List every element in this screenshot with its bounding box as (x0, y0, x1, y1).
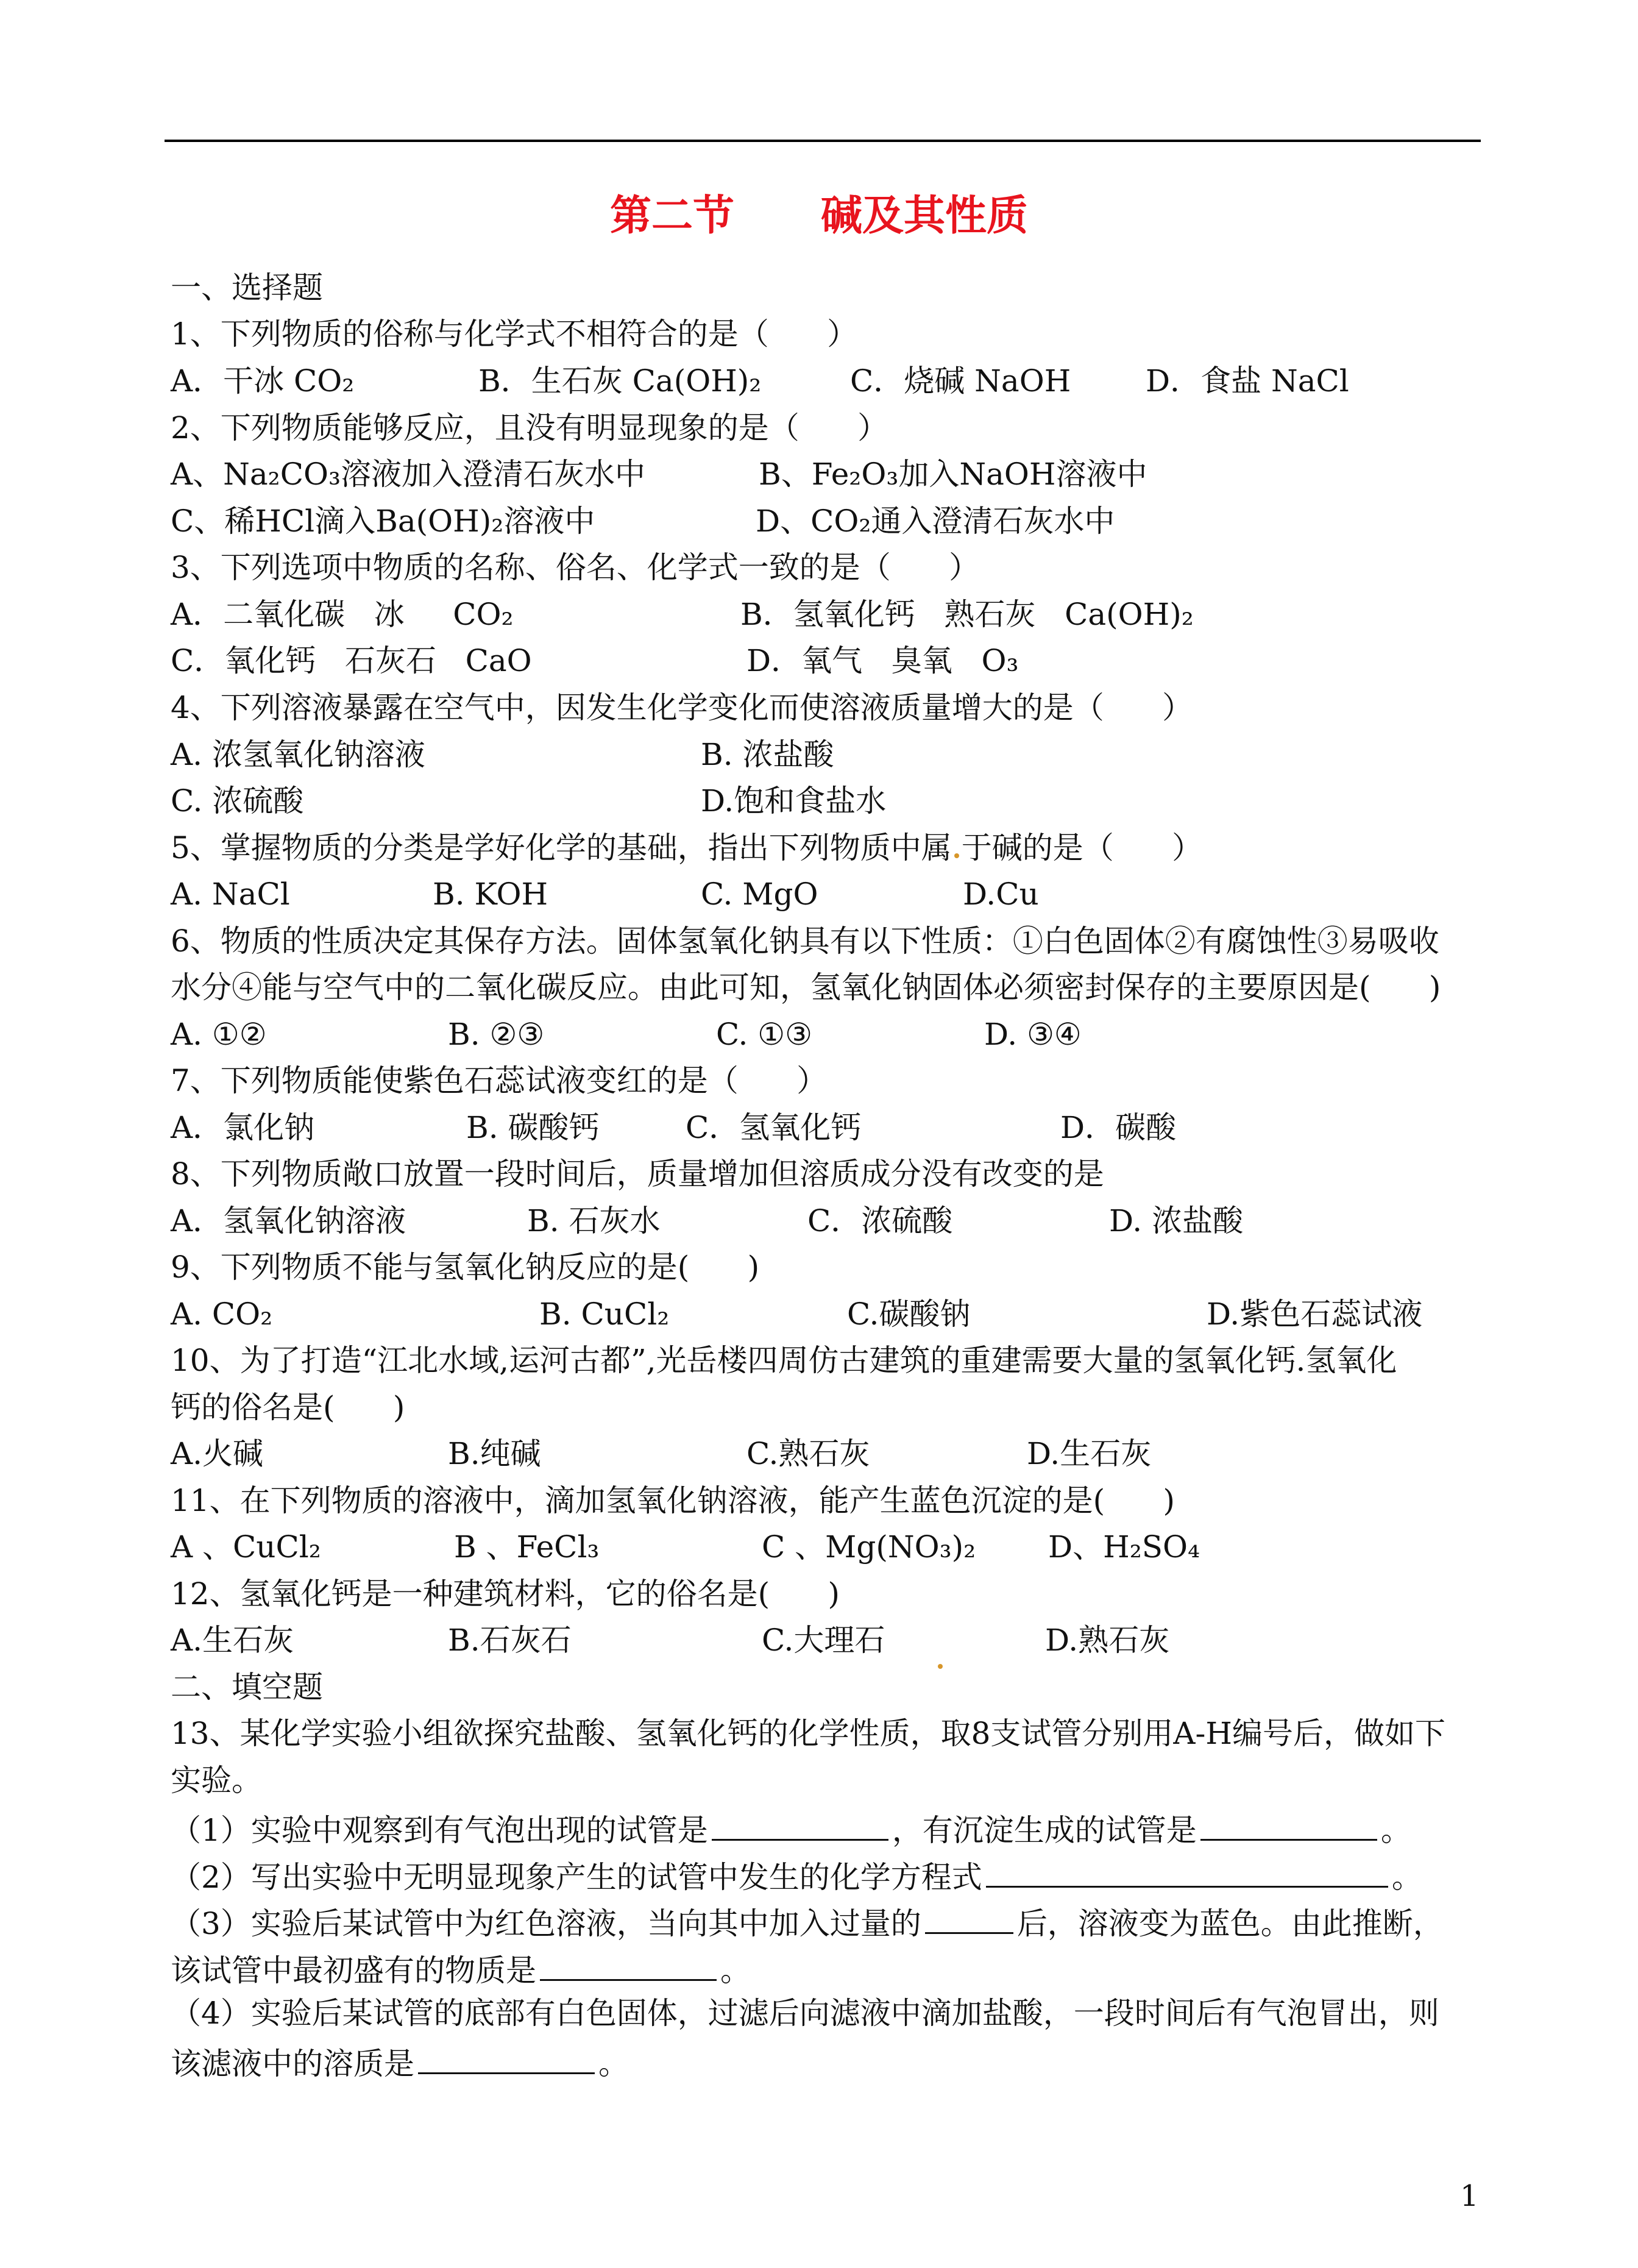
option-c: C 、Mg(NO₃)₂ (762, 1529, 976, 1565)
question-8-stem: 8、下列物质敞口放置一段时间后，质量增加但溶质成分没有改变的是 (171, 1156, 1104, 1192)
answer-blank-solutes[interactable] (418, 2042, 595, 2074)
option-b: B．生石灰 Ca(OH)₂ (478, 363, 762, 399)
option-c: C. MgO (701, 876, 818, 912)
part-3-text-b: 后，溶液变为蓝色。由此推断， (1016, 1906, 1444, 1941)
option-d: D．氧气 臭氧 O₃ (746, 643, 1019, 678)
option-d: D. ③④ (984, 1017, 1082, 1052)
question-10-stem-line2: 钙的俗名是( ) (171, 1390, 405, 1425)
option-b: B. KOH (433, 876, 548, 912)
orange-dot-mark-glyph (938, 1664, 943, 1669)
question-4-stem: 4、下列溶液暴露在空气中，因发生化学变化而使溶液质量增大的是（ ） (171, 690, 1193, 725)
option-d: D．碳酸 (1060, 1110, 1177, 1145)
question-13-part-1 (171, 1808, 1411, 1848)
question-1-options (171, 363, 1349, 399)
question-13-stem-line2: 实验。 (171, 1763, 262, 1798)
option-c: C. 浓硫酸 (171, 783, 304, 819)
option-a: A．氢氧化钠溶液 (171, 1203, 406, 1239)
option-c: C．浓硫酸 (807, 1203, 953, 1239)
option-d: D、H₂SO₄ (1048, 1529, 1200, 1565)
option-b: B、Fe₂O₃加入NaOH溶液中 (759, 457, 1147, 492)
option-a: A. NaCl (171, 876, 290, 912)
question-2-stem: 2、下列物质能够反应，且没有明显现象的是（ ） (171, 410, 888, 446)
question-5-stem-part2: 于碱的是（ ） (961, 830, 1203, 866)
option-a: A．干冰 CO₂ (171, 363, 355, 399)
part-3-text-d: 。 (720, 1953, 751, 1988)
option-a: A. CO₂ (171, 1296, 273, 1332)
option-a: A、Na₂CO₃溶液加入澄清石灰水中 (171, 457, 646, 492)
option-a: A．二氧化碳 冰 CO₂ (171, 597, 514, 632)
part-1-text-b: ，有沉淀生成的试管是 (892, 1813, 1197, 1848)
question-3-options-row1 (171, 596, 1194, 633)
question-5-stem (171, 830, 1202, 866)
question-4-options-row1 (171, 736, 834, 773)
option-d: D. 浓盐酸 (1109, 1203, 1244, 1239)
question-6-stem-line1: 6、物质的性质决定其保存方法。固体氢氧化钠具有以下性质：①白色固体②有腐蚀性③易吸收 (171, 923, 1439, 959)
option-c: C.熟石灰 (746, 1436, 870, 1471)
option-c: C.碳酸钠 (847, 1296, 971, 1332)
question-1-stem: 1、下列物质的俗称与化学式不相符合的是（ ） (171, 316, 858, 352)
orange-dot-mark (954, 853, 959, 858)
question-10-options (171, 1435, 1152, 1472)
question-10-stem-line1: 10、为了打造“江北水域,运河古都”,光岳楼四周仿古建筑的重建需要大量的氢氧化钙.氢氧化 (171, 1343, 1397, 1378)
question-6-stem-line2: 水分④能与空气中的二氧化碳反应。由此可知，氢氧化钠固体必须密封保存的主要原因是( ) (171, 970, 1441, 1005)
answer-blank-gas-tubes[interactable] (712, 1808, 888, 1841)
option-d: D.生石灰 (1027, 1436, 1152, 1471)
option-a: A．氯化钠 (171, 1110, 315, 1145)
question-5-stem-part1: 5、掌握物质的分类是学好化学的基础，指出下列物质中属 (171, 830, 952, 866)
question-7-stem: 7、下列物质能使紫色石蕊试液变红的是（ ） (171, 1063, 828, 1098)
option-d: D.饱和食盐水 (701, 783, 887, 819)
option-b: B.纯碱 (448, 1436, 541, 1471)
part-2-text-a: （2）写出实验中无明显现象产生的试管中发生的化学方程式 (171, 1860, 982, 1895)
option-b: B. ②③ (448, 1017, 545, 1052)
part-4-text-b: 。 (598, 2046, 629, 2081)
question-12-stem: 12、氢氧化钙是一种建筑材料，它的俗名是( ) (171, 1576, 840, 1612)
option-a: A. ①② (171, 1017, 267, 1052)
question-11-stem: 11、在下列物质的溶液中，滴加氢氧化钠溶液，能产生蓝色沉淀的是( ) (171, 1483, 1175, 1518)
option-a: A.火碱 (171, 1436, 264, 1471)
page-title: 第二节 碱及其性质 (609, 191, 1029, 240)
answer-blank-initial-substance[interactable] (540, 1949, 717, 1981)
question-13-part-4-line1: （4）实验后某试管的底部有白色固体，过滤后向滤液中滴加盐酸，一段时间后有气泡冒出，则 (171, 1996, 1439, 2031)
part-4-text-a: 该滤液中的溶质是 (171, 2046, 414, 2081)
question-2-options-row1 (171, 456, 1147, 492)
option-a: A. 浓氢氧化钠溶液 (171, 737, 425, 772)
question-13-stem-line1: 13、某化学实验小组欲探究盐酸、氢氧化钙的化学性质，取8支试管分别用A-H编号后，做如下 (171, 1716, 1446, 1751)
answer-blank-equation[interactable] (986, 1855, 1388, 1888)
orange-dot-mark (935, 1640, 945, 1677)
option-d: D.熟石灰 (1045, 1623, 1170, 1658)
section-heading-choice: 一、选择题 (171, 270, 323, 305)
question-3-stem: 3、下列选项中物质的名称、俗名、化学式一致的是（ ） (171, 550, 980, 585)
question-3-options-row2 (171, 642, 1019, 679)
question-13-part-3-line1 (171, 1902, 1444, 1941)
option-b: B.石灰石 (448, 1623, 572, 1658)
question-13-part-4-line2 (171, 2042, 629, 2081)
option-c: C、稀HCl滴入Ba(OH)₂溶液中 (171, 503, 595, 539)
question-9-stem: 9、下列物质不能与氢氧化钠反应的是( ) (171, 1250, 760, 1285)
question-7-options (171, 1109, 1177, 1146)
question-13-part-3-line2 (171, 1949, 751, 1988)
section-heading-fill: 二、填空题 (171, 1669, 323, 1705)
question-13-part-2 (171, 1855, 1422, 1895)
option-d: D.Cu (963, 876, 1039, 912)
header-rule (165, 140, 1481, 142)
question-8-options (171, 1203, 1244, 1239)
option-b: B. 碳酸钙 (466, 1110, 600, 1145)
option-b: B 、FeCl₃ (454, 1529, 600, 1565)
option-c: C. ①③ (716, 1017, 812, 1052)
part-1-text-a: （1）实验中观察到有气泡出现的试管是 (171, 1813, 708, 1848)
option-b: B．氢氧化钙 熟石灰 Ca(OH)₂ (740, 597, 1194, 632)
option-b: B. 石灰水 (527, 1203, 661, 1239)
option-c: C．氧化钙 石灰石 CaO (171, 643, 532, 678)
question-12-options (171, 1622, 1170, 1658)
option-c: C．烧碱 NaOH (850, 363, 1071, 399)
answer-blank-reagent[interactable] (925, 1902, 1013, 1934)
option-a: A.生石灰 (171, 1623, 294, 1658)
part-1-text-c: 。 (1380, 1813, 1411, 1848)
option-c: C．氢氧化钙 (686, 1110, 862, 1145)
question-4-options-row2 (171, 783, 887, 819)
question-5-options (171, 876, 1039, 912)
option-b: B. 浓盐酸 (701, 737, 834, 772)
part-3-text-a: （3）实验后某试管中为红色溶液，当向其中加入过量的 (171, 1906, 921, 1941)
question-2-options-row2 (171, 503, 1115, 539)
question-11-options (171, 1529, 1200, 1565)
option-d: D、CO₂通入澄清石灰水中 (756, 503, 1115, 539)
option-b: B. CuCl₂ (539, 1296, 670, 1332)
part-2-text-b: 。 (1391, 1860, 1422, 1895)
question-9-options (171, 1296, 1423, 1332)
option-c: C.大理石 (762, 1623, 885, 1658)
option-d: D.紫色石蕊试液 (1207, 1296, 1423, 1332)
option-a: A 、CuCl₂ (171, 1529, 321, 1565)
option-d: D．食盐 NaCl (1146, 363, 1349, 399)
question-6-options (171, 1016, 1082, 1053)
part-3-text-c: 该试管中最初盛有的物质是 (171, 1953, 536, 1988)
answer-blank-precipitate-tubes[interactable] (1200, 1808, 1377, 1841)
page-number: 1 (1460, 2179, 1479, 2213)
